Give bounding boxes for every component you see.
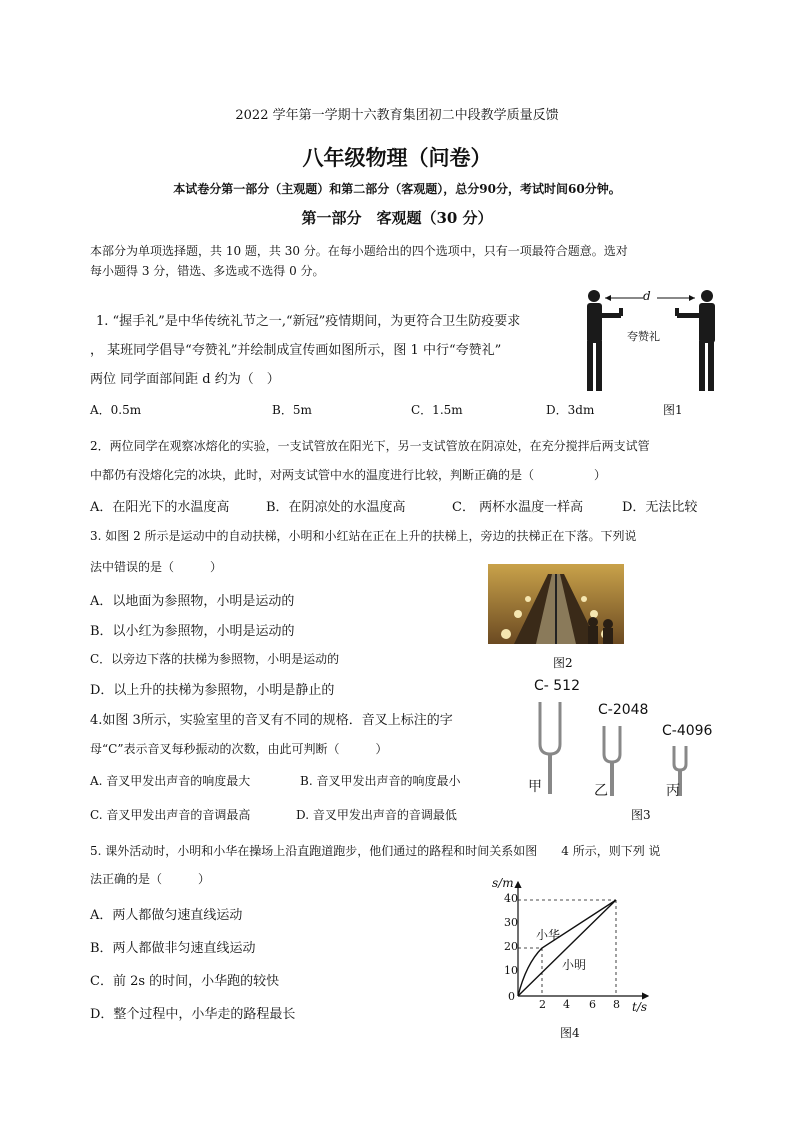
q5-option-d: D．整个过程中，小华走的路程最长 [90, 1007, 296, 1022]
exam-header-line: 2022 学年第一学期十六教育集团初二中段教学质量反馈 [235, 108, 559, 123]
q2-option-d: D．无法比较 [622, 500, 698, 515]
q1-option-b: B．5m [272, 403, 312, 417]
q3-option-d: D．以上升的扶梯为参照物，小明是静止的 [90, 683, 335, 698]
x-tick-6: 6 [589, 998, 596, 1011]
y-tick-40: 40 [504, 892, 518, 905]
origin-label: 0 [508, 990, 515, 1003]
q3-line-1: 3. 如图 2 所示是运动中的自动扶梯，小明和小红站在正在上升的扶梯上，旁边的扶梯正在下落。下列说 [90, 529, 637, 543]
q2-option-a: A．在阳光下的水温度高 [90, 500, 230, 515]
q1-line-3: 两位 同学面部间距 d 约为（ ） [90, 372, 280, 387]
figure-1-silhouettes [577, 286, 727, 394]
fork-1-name: 甲 [528, 779, 542, 795]
fork-3-label: C-4096 [662, 723, 713, 739]
q4-option-c: C. 音叉甲发出声音的音调最高 [90, 808, 251, 822]
q1-line-2: ， 某班同学倡导“夸赞礼”并绘制成宣传画如图所示，图 1 中行“夸赞礼” [90, 343, 502, 358]
q2-line-1: 2．两位同学在观察冰熔化的实验，一支试管放在阳光下，另一支试管放在阴凉处，在充分搅拌后两支试管 [90, 439, 650, 453]
q5-option-c: C．前 2s 的时间，小华跑的较快 [90, 974, 280, 989]
x-tick-4: 4 [563, 998, 570, 1011]
y-tick-10: 10 [504, 964, 518, 977]
fork-2-label: C-2048 [598, 702, 649, 718]
q5-option-b: B．两人都做非匀速直线运动 [90, 941, 256, 956]
fork-1-label: C- 512 [534, 678, 580, 694]
figure-2-caption: 图2 [553, 656, 573, 670]
x-axis-label: t/s [632, 1000, 648, 1014]
x-tick-2: 2 [539, 998, 546, 1011]
fork-2-name: 乙 [594, 783, 608, 799]
q5-line-2: 法正确的是（ ） [90, 872, 211, 886]
figure-3-tuning-forks [524, 676, 724, 800]
section-title: 第一部分 客观题（30 分） [301, 209, 493, 227]
figure-1-caption: 图1 [663, 403, 683, 417]
intro-line-2: 每小题得 3 分，错选、多选或不选得 0 分。 [90, 264, 325, 278]
q1-option-c: C．1.5m [411, 403, 463, 417]
q5-line-1: 5. 课外活动时，小明和小华在操场上沿直跑道跑步，他们通过的路程和时间关系如图 4 所示，则下列 说 [90, 844, 661, 858]
y-tick-30: 30 [504, 916, 518, 929]
q3-line-2: 法中错误的是（ ） [90, 560, 223, 574]
q2-option-b: B．在阴凉处的水温度高 [266, 500, 406, 515]
q3-option-b: B．以小红为参照物，小明是运动的 [90, 624, 295, 639]
q3-option-c: C．以旁边下落的扶梯为参照物，小明是运动的 [90, 652, 340, 666]
q1-option-d: D．3dm [546, 403, 595, 417]
series-xiaoming-label: 小明 [562, 958, 587, 972]
figure-4-caption: 图4 [560, 1026, 580, 1040]
figure-4-st-graph [488, 874, 658, 1014]
q3-option-a: A．以地面为参照物，小明是运动的 [90, 594, 295, 609]
q4-option-b: B. 音叉甲发出声音的响度最小 [300, 774, 461, 788]
q4-option-a: A. 音叉甲发出声音的响度最大 [90, 774, 251, 788]
q1-option-a: A．0.5m [90, 403, 142, 417]
page-title: 八年级物理（问卷） [302, 145, 492, 170]
intro-line-1: 本部分为单项选择题，共 10 题，共 30 分。在每小题给出的四个选项中，只有一项最符合题意。选对 [90, 244, 628, 258]
figure-3-caption: 图3 [631, 808, 651, 822]
series-xiaohua-label: 小华 [536, 928, 561, 942]
y-tick-20: 20 [504, 940, 518, 953]
q1-line-1: 1. “握手礼”是中华传统礼节之一,“新冠”疫情期间，为更符合卫生防疫要求 [96, 314, 521, 329]
q4-option-d: D. 音叉甲发出声音的音调最低 [296, 808, 457, 822]
q4-line-2: 母“C”表示音叉每秒振动的次数，由此可判断（ ） [90, 742, 388, 756]
figure-1-label: 夸赞礼 [627, 330, 660, 343]
q2-option-c: C． 两杯水温度一样高 [452, 500, 584, 515]
y-axis-label: s/m [492, 876, 514, 890]
q5-option-a: A．两人都做匀速直线运动 [90, 908, 243, 923]
q4-line-1: 4.如图 3所示，实验室里的音叉有不同的规格．音叉上标注的字 [90, 713, 453, 728]
fork-3-name: 丙 [666, 783, 680, 799]
q2-line-2: 中都仍有没熔化完的冰块，此时，对两支试管中水的温度进行比较，判断正确的是（ ） [90, 468, 607, 482]
exam-note: 本试卷分第一部分（主观题）和第二部分（客观题），总分90分，考试时间60分钟。 [173, 182, 621, 196]
figure-2-escalator-photo [488, 564, 624, 644]
x-tick-8: 8 [613, 998, 620, 1011]
distance-d-label: d [643, 289, 651, 303]
